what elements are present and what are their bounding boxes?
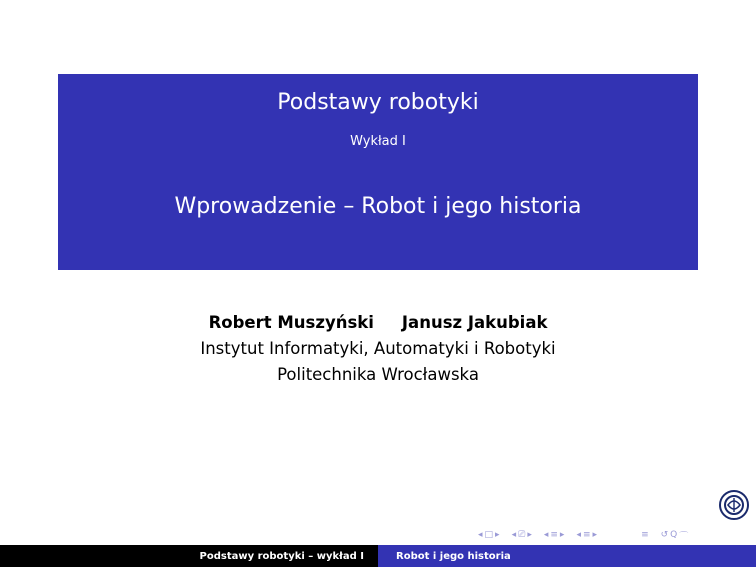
university-logo bbox=[719, 490, 749, 520]
nav-subsection-icon[interactable]: ⎚ bbox=[518, 530, 526, 540]
nav-next-subsection-icon[interactable]: ▸ bbox=[527, 530, 532, 540]
nav-toc-icon[interactable]: ≡ bbox=[641, 530, 649, 540]
nav-next-document-icon[interactable]: ▸ bbox=[592, 530, 598, 540]
institute-name: Instytut Informatyki, Automatyki i Robotyki bbox=[200, 339, 556, 358]
author-names bbox=[0, 310, 756, 336]
nav-back-icon[interactable]: ↺ bbox=[660, 530, 669, 540]
author-name: Robert Muszyński bbox=[208, 313, 374, 332]
nav-search-icon[interactable]: Q bbox=[670, 530, 678, 540]
nav-next-frame-icon[interactable]: ▸ bbox=[495, 530, 500, 540]
footer-bar bbox=[0, 545, 756, 567]
nav-prev-section-icon[interactable]: ◂ bbox=[543, 530, 549, 540]
nav-next-section-icon[interactable]: ▸ bbox=[559, 530, 565, 540]
nav-prev-document-icon[interactable]: ◂ bbox=[576, 530, 581, 540]
nav-document-icon[interactable]: ≡ bbox=[582, 530, 591, 540]
university-name: Politechnika Wrocławska bbox=[277, 365, 479, 384]
nav-prev-subsection-icon[interactable]: ◂ bbox=[511, 530, 517, 540]
footer-course-title: Podstawy robotyki – wykład I bbox=[0, 545, 378, 567]
authors-block bbox=[0, 310, 756, 388]
lecture-topic: Wprowadzenie – Robot i jego historia bbox=[174, 194, 582, 219]
presentation-title: Podstawy robotyki bbox=[277, 90, 479, 115]
nav-prev-frame-icon[interactable]: ◂ bbox=[478, 530, 483, 540]
nav-forward-icon[interactable]: ⌒ bbox=[679, 531, 689, 542]
beamer-navigation-bar bbox=[478, 528, 688, 542]
lecture-subtitle: Wykład I bbox=[350, 134, 406, 149]
author-name: Janusz Jakubiak bbox=[401, 313, 548, 332]
footer-section-title: Robot i jego historia bbox=[378, 545, 756, 567]
title-block bbox=[58, 74, 698, 270]
nav-frame-icon[interactable]: □ bbox=[484, 530, 494, 540]
nav-section-icon[interactable]: ≡ bbox=[550, 530, 558, 540]
